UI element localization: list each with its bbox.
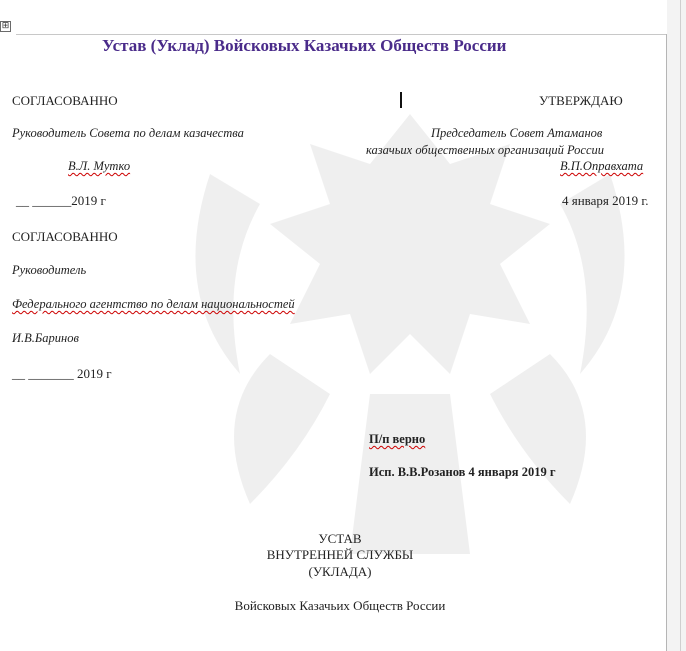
certified-text: П/п верно [369,432,426,446]
text-cursor [400,92,402,108]
heading-line3: (УКЛАДА) [308,564,372,579]
table-move-handle-icon[interactable]: ⊞ [1,21,10,31]
right1-position-line2: казачьих общественных организаций России [366,143,605,157]
vertical-scrollbar-track[interactable] [667,0,686,651]
right1-approve-label: УТВЕРЖДАЮ [539,93,623,108]
heading-subtitle: Войсковых Казачьих Обществ России [234,598,446,613]
left2-name: И.В.Баринов [12,331,79,345]
executor-line: Исп. В.В.Розанов 4 января 2019 г [369,465,556,479]
left1-name [68,159,130,174]
left1-agreed-label: СОГЛАСОВАННО [12,93,118,108]
left1-name-text: В.Л. Мутко [68,159,131,173]
right1-position-line1: Председатель Совет Атаманов [431,126,603,140]
page-right-border [666,34,667,651]
heading-line1: УСТАВ [318,531,362,546]
right1-name [560,159,643,174]
left2-org-text: Федерального агентство по делам национальностей [12,297,295,311]
document-title: Устав (Уклад) Войсковых Казачьих Обществ России [102,36,507,55]
left2-position: Руководитель [12,263,87,277]
page-top-border [16,34,666,35]
left1-position: Руководитель Совета по делам казачества [12,126,244,140]
right1-name-text: В.П.Оправхата [560,159,644,173]
left2-org [12,297,295,312]
right1-date: 4 января 2019 г. [562,193,649,208]
left1-date: __ ______2019 г [16,193,106,208]
left2-agreed-label: СОГЛАСОВАННО [12,229,118,244]
scrollbar-divider [680,0,681,651]
left2-date: __ _______ 2019 г [12,366,112,381]
heading-line2: ВНУТРЕННЕЙ СЛУЖБЫ [266,547,414,562]
certified-label [369,432,425,447]
